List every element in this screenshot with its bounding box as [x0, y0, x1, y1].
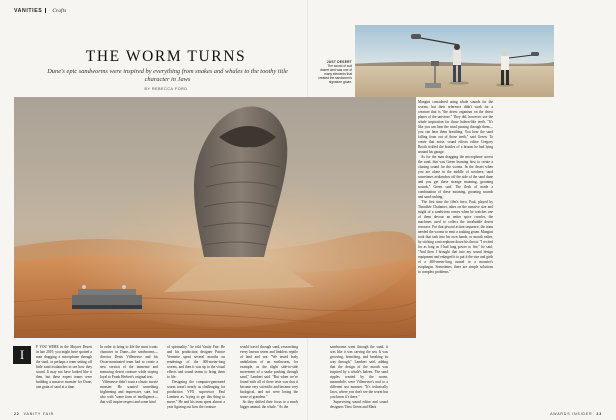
folio-right-number: 23	[596, 412, 602, 416]
drop-cap: I	[13, 346, 31, 364]
sandworm-illustration	[14, 97, 416, 338]
article-column-1: F YOU WERE in the Mojave Desert in late 2019, you might have spotted a man dragging a microphone through the sand, or perhaps a team setting off little sand avalanches to see how they sound. It may not have looked like it then, but these expert teams were building a massive monster for Dune, one grain of sand at a time.	[36, 345, 93, 389]
desert-recording-photo	[355, 25, 554, 97]
photo-caption	[318, 60, 352, 85]
section-label: VANITIES	[14, 8, 43, 14]
article-column-5: sandworms went through the sand, it was like it was carving the sea. It was grooving, breaching, and breaking its way through," Lambert said, adding that the design of the mouth was inspired by a whale's baleen. The sand ripples created by the worm, meanwhile, were Villeneuve's nod to a different sea monster. "It's technically Jaws, where you don't see the worm but you know it's there." Supervising sound editor and sound designers Theo Green and Mark	[330, 345, 388, 409]
folio-right	[550, 412, 602, 416]
folio-left-label: VANITY FAIR	[23, 412, 55, 416]
caption-text: The sound of sud dosert wed was one of many elements that created the sandworm's signature groan.	[318, 64, 352, 85]
article-column-6: Mangini considered using whale sounds for the worms, but their reference didn't work for a creature that is "the driest organism on the driest planet of the universe." They did, however, use the whale inspiration for those baleen-like teeth. "It's like you can hear the wind passing through them—you can hear them breathing. You hear the sand falling from out of those teeth," said Green. To create that noise, sound effects editor Gregory Booth tickled the bristles of a broom he had lying around his garage. As for the man dragging the microphone across the sand, that was Green learning how to create a chasing sound for the worms. In the desert when you are alone in the middle of nowhere, sand sometimes avalanches off the side of the sand dune and you get these strange moaning, groaning sounds," Green said. The flesh of made a combination of these moaning, groaning sounds and sand rushing. The first time the film's hero, Paul, played by Timothée Chalamet, takes on the massive size and might of a sandworm comes when he watches one of them devour an entire spice crawler, the machines used to collect the invaluable desert resource. For that pivotal action sequence, the team needed the worms to emit a soaking groan. Mangini took that task into his own hands, or mouth rather, by sticking a microphone down his throat. "I recited for as long as I had lung power to fire," he said. "And then I brought that into my sound design equipment and enlarged it to put it the size and girth of a 400-meter-long tunnel to a monster's esophagus. Sometimes, there are simple solutions to complex problems."	[418, 100, 494, 274]
section-divider	[45, 8, 46, 13]
article-deck: Dune's epic sandworms were inspired by everything from snakes and whales to the toothy title character in Jaws	[47, 68, 288, 84]
article-column-4: would travel through sand, researching every known worm and limbless reptile of land and sea. "We tested body undulations of an earthworm, for example, as the slight side-to-side movement of a snake pushing through sand," Lambert said. "But when we've found with all of these tests was that it became very scientific and became very biological, and not were losing the sense of grandeur." So they shifted their focus to a much bigger animal: the whale. "As the	[240, 345, 298, 409]
folio-left	[14, 412, 54, 416]
section-sub: Crafts	[52, 8, 67, 14]
folio-left-number: 22	[14, 412, 20, 416]
desert-recording-photo-art	[355, 25, 554, 97]
section-tag	[14, 8, 67, 14]
article-column-2: In order to bring to life the most iconic character in Dune—the sandworms—director Denis Villeneuve and his Oscar-nominated team had to create a new version of the immense and menacing desert creature while staying loyal to Frank Herbert's original text. Villeneuve didn't want a classic movie monster. He wanted something frightening and impressive, sure, but also with "some form of intelligence—that will inspire respect and some kind	[100, 345, 158, 404]
article-headline: THE WORM TURNS	[85, 48, 247, 65]
article-column-3: of spirituality," he told Vanity Fair. He and his production designer Patrice Vermette spent several months on renderings of the 400-meter-long worms, and then it was up to the visual effects and sound teams to bring them to life. Designing the computer-generated worm wasn't nearly as challenging for production VFX supervisor Paul Lambert as "trying to get this thing to move." He and his team spent almost a year figuring out how the creature	[167, 345, 226, 409]
caption-lead: JUST DESERT	[326, 60, 352, 64]
sandworm-illustration-art	[14, 97, 416, 338]
folio-right-label: AWARDS INSIDER	[550, 412, 593, 416]
article-byline: BY REBECCA FORD	[144, 87, 188, 91]
